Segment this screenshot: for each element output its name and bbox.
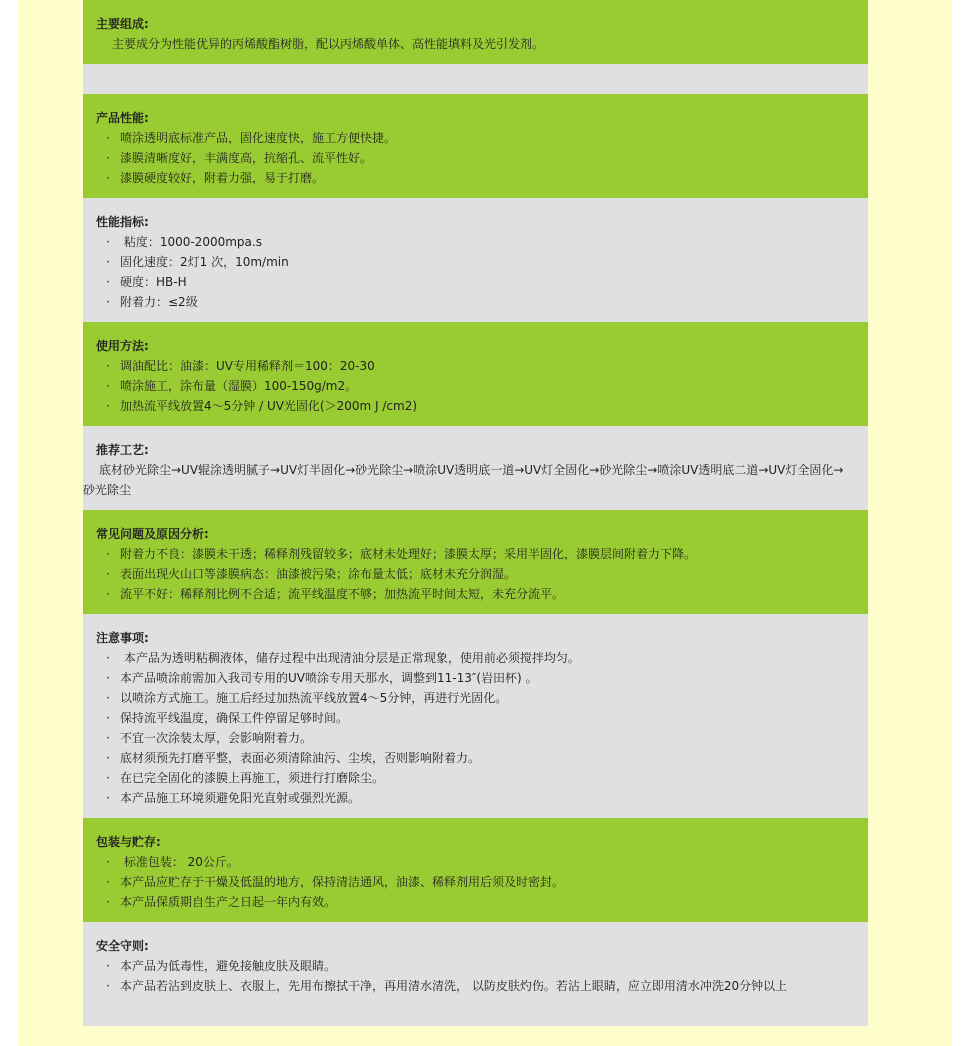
page-background bbox=[17, 0, 952, 1046]
item-text: 以喷涂方式施工。施工后经过加热流平线放置4～5分钟，再进行光固化。 bbox=[120, 691, 508, 705]
list-item bbox=[96, 376, 855, 396]
bullet: · bbox=[106, 959, 110, 973]
bullet: · bbox=[106, 255, 110, 269]
bullet: · bbox=[106, 547, 110, 561]
list-item bbox=[96, 648, 855, 668]
section-notes bbox=[83, 614, 868, 818]
item-text: 漆膜清晰度好，丰满度高，抗缩孔、流平性好。 bbox=[120, 151, 373, 165]
section-usage bbox=[83, 322, 868, 426]
section-title: 使用方法: bbox=[96, 339, 149, 353]
list-item bbox=[96, 728, 855, 748]
bullet: · bbox=[106, 895, 110, 909]
section-composition bbox=[83, 0, 868, 64]
section-title: 性能指标: bbox=[96, 215, 149, 229]
section-title: 包装与贮存: bbox=[96, 835, 161, 849]
item-text: 标准包装： 20公斤。 bbox=[120, 855, 239, 869]
list-item bbox=[96, 688, 855, 708]
list-item bbox=[96, 768, 855, 788]
item-text: 加热流平线放置4～5分钟 / UV光固化(＞200m J /cm2) bbox=[120, 399, 418, 413]
bullet: · bbox=[106, 731, 110, 745]
list-item bbox=[96, 872, 855, 892]
list-item bbox=[96, 668, 855, 688]
list-item bbox=[96, 148, 855, 168]
section-title: 注意事项: bbox=[96, 631, 149, 645]
list-item bbox=[96, 852, 855, 872]
item-text: 附着力：≤2级 bbox=[120, 295, 198, 309]
list-item bbox=[96, 788, 855, 808]
item-text: 附着力不良：漆膜未干透；稀释剂残留较多；底材未处理好；漆膜太厚；采用半固化，漆膜层间附着力下降。 bbox=[120, 547, 697, 561]
item-text: 喷涂施工，涂布量（湿膜）100-150g/m2。 bbox=[120, 379, 358, 393]
bullet: · bbox=[106, 691, 110, 705]
bullet: · bbox=[106, 791, 110, 805]
section-title: 产品性能: bbox=[96, 111, 149, 125]
list-item bbox=[96, 584, 855, 604]
bullet: · bbox=[106, 587, 110, 601]
item-text: 在已完全固化的漆膜上再施工，须进行打磨除尘。 bbox=[120, 771, 385, 785]
item-text: 硬度：HB-H bbox=[120, 275, 187, 289]
bullet: · bbox=[106, 875, 110, 889]
bullet: · bbox=[106, 855, 110, 869]
bullet: · bbox=[106, 979, 110, 993]
section-title: 推荐工艺: bbox=[96, 443, 149, 457]
section-text: 底材砂光除尘→UV辊涂透明腻子→UV灯半固化→砂光除尘→喷涂UV透明底一道→UV灯全固化→砂光除尘→喷涂UV透明底二道→UV灯全固化→砂光除尘 bbox=[83, 463, 844, 497]
list-item bbox=[96, 396, 855, 416]
section-process bbox=[83, 426, 868, 510]
list-item bbox=[96, 272, 855, 292]
list-item bbox=[96, 128, 855, 148]
product-spec-sheet bbox=[83, 0, 868, 1026]
item-text: 本产品保质期自生产之日起一年内有效。 bbox=[120, 895, 337, 909]
item-text: 表面出现火山口等漆膜病态：油漆被污染；涂布量太低；底材未充分润湿。 bbox=[120, 567, 517, 581]
bullet: · bbox=[106, 651, 110, 665]
item-text: 本产品为透明粘稠液体，储存过程中出现清油分层是正常现象，使用前必须搅拌均匀。 bbox=[120, 651, 580, 665]
item-text: 本产品为低毒性，避免接触皮肤及眼睛。 bbox=[120, 959, 337, 973]
section-performance bbox=[83, 94, 868, 198]
bullet: · bbox=[106, 131, 110, 145]
section-storage bbox=[83, 818, 868, 922]
section-safety bbox=[83, 922, 868, 1026]
item-text: 保持流平线温度，确保工件停留足够时间。 bbox=[120, 711, 349, 725]
item-text: 本产品施工环境须避免阳光直射或强烈光源。 bbox=[120, 791, 361, 805]
list-item bbox=[96, 168, 855, 188]
item-text: 调油配比：油漆：UV专用稀释剂＝100：20-30 bbox=[120, 359, 375, 373]
bullet: · bbox=[106, 235, 110, 249]
list-item bbox=[96, 892, 855, 912]
bullet: · bbox=[106, 275, 110, 289]
bullet: · bbox=[106, 711, 110, 725]
list-item bbox=[96, 356, 855, 376]
section-indicators bbox=[83, 198, 868, 322]
item-text: 固化速度：2灯1 次，10m/min bbox=[120, 255, 289, 269]
bullet: · bbox=[106, 751, 110, 765]
item-text: 本产品喷涂前需加入我司专用的UV喷涂专用天那水，调整到11-13″(岩田杯) 。 bbox=[120, 671, 538, 685]
bullet: · bbox=[106, 171, 110, 185]
bullet: · bbox=[106, 671, 110, 685]
item-text: 喷涂透明底标准产品，固化速度快，施工方便快捷。 bbox=[120, 131, 397, 145]
bullet: · bbox=[106, 567, 110, 581]
item-text: 底材须预先打磨平整，表面必须清除油污、尘埃，否则影响附着力。 bbox=[120, 751, 481, 765]
bullet: · bbox=[106, 359, 110, 373]
list-item bbox=[96, 292, 855, 312]
bullet: · bbox=[106, 771, 110, 785]
list-item bbox=[96, 232, 855, 252]
bullet: · bbox=[106, 151, 110, 165]
item-text: 本产品若沾到皮肤上、衣服上，先用布擦拭干净，再用清水清洗， 以防皮肤灼伤。若沾上眼睛，应立即用清水冲洗20分钟以上 bbox=[120, 979, 788, 993]
section-title: 常见问题及原因分析: bbox=[96, 527, 209, 541]
list-item bbox=[96, 708, 855, 728]
item-text: 本产品应贮存于干燥及低温的地方，保持清洁通风，油漆、稀释剂用后须及时密封。 bbox=[120, 875, 565, 889]
list-item bbox=[96, 564, 855, 584]
list-item bbox=[96, 748, 855, 768]
list-item bbox=[96, 956, 855, 976]
item-text: 粘度：1000-2000mpa.s bbox=[120, 235, 262, 249]
list-item bbox=[96, 544, 855, 564]
section-title: 主要组成: bbox=[96, 17, 149, 31]
bullet: · bbox=[106, 295, 110, 309]
item-text: 不宜一次涂装太厚，会影响附着力。 bbox=[120, 731, 313, 745]
list-item bbox=[96, 252, 855, 272]
section-spacer bbox=[83, 64, 868, 94]
item-text: 流平不好：稀释剂比例不合适；流平线温度不够；加热流平时间太短，未充分流平。 bbox=[120, 587, 565, 601]
section-problems bbox=[83, 510, 868, 614]
bullet: · bbox=[106, 379, 110, 393]
item-text: 漆膜硬度较好，附着力强，易于打磨。 bbox=[120, 171, 325, 185]
bullet: · bbox=[106, 399, 110, 413]
section-title: 安全守则: bbox=[96, 939, 149, 953]
section-text: 主要成分为性能优异的丙烯酸酯树脂，配以丙烯酸单体、高性能填料及光引发剂。 bbox=[112, 37, 545, 51]
list-item bbox=[96, 976, 855, 996]
